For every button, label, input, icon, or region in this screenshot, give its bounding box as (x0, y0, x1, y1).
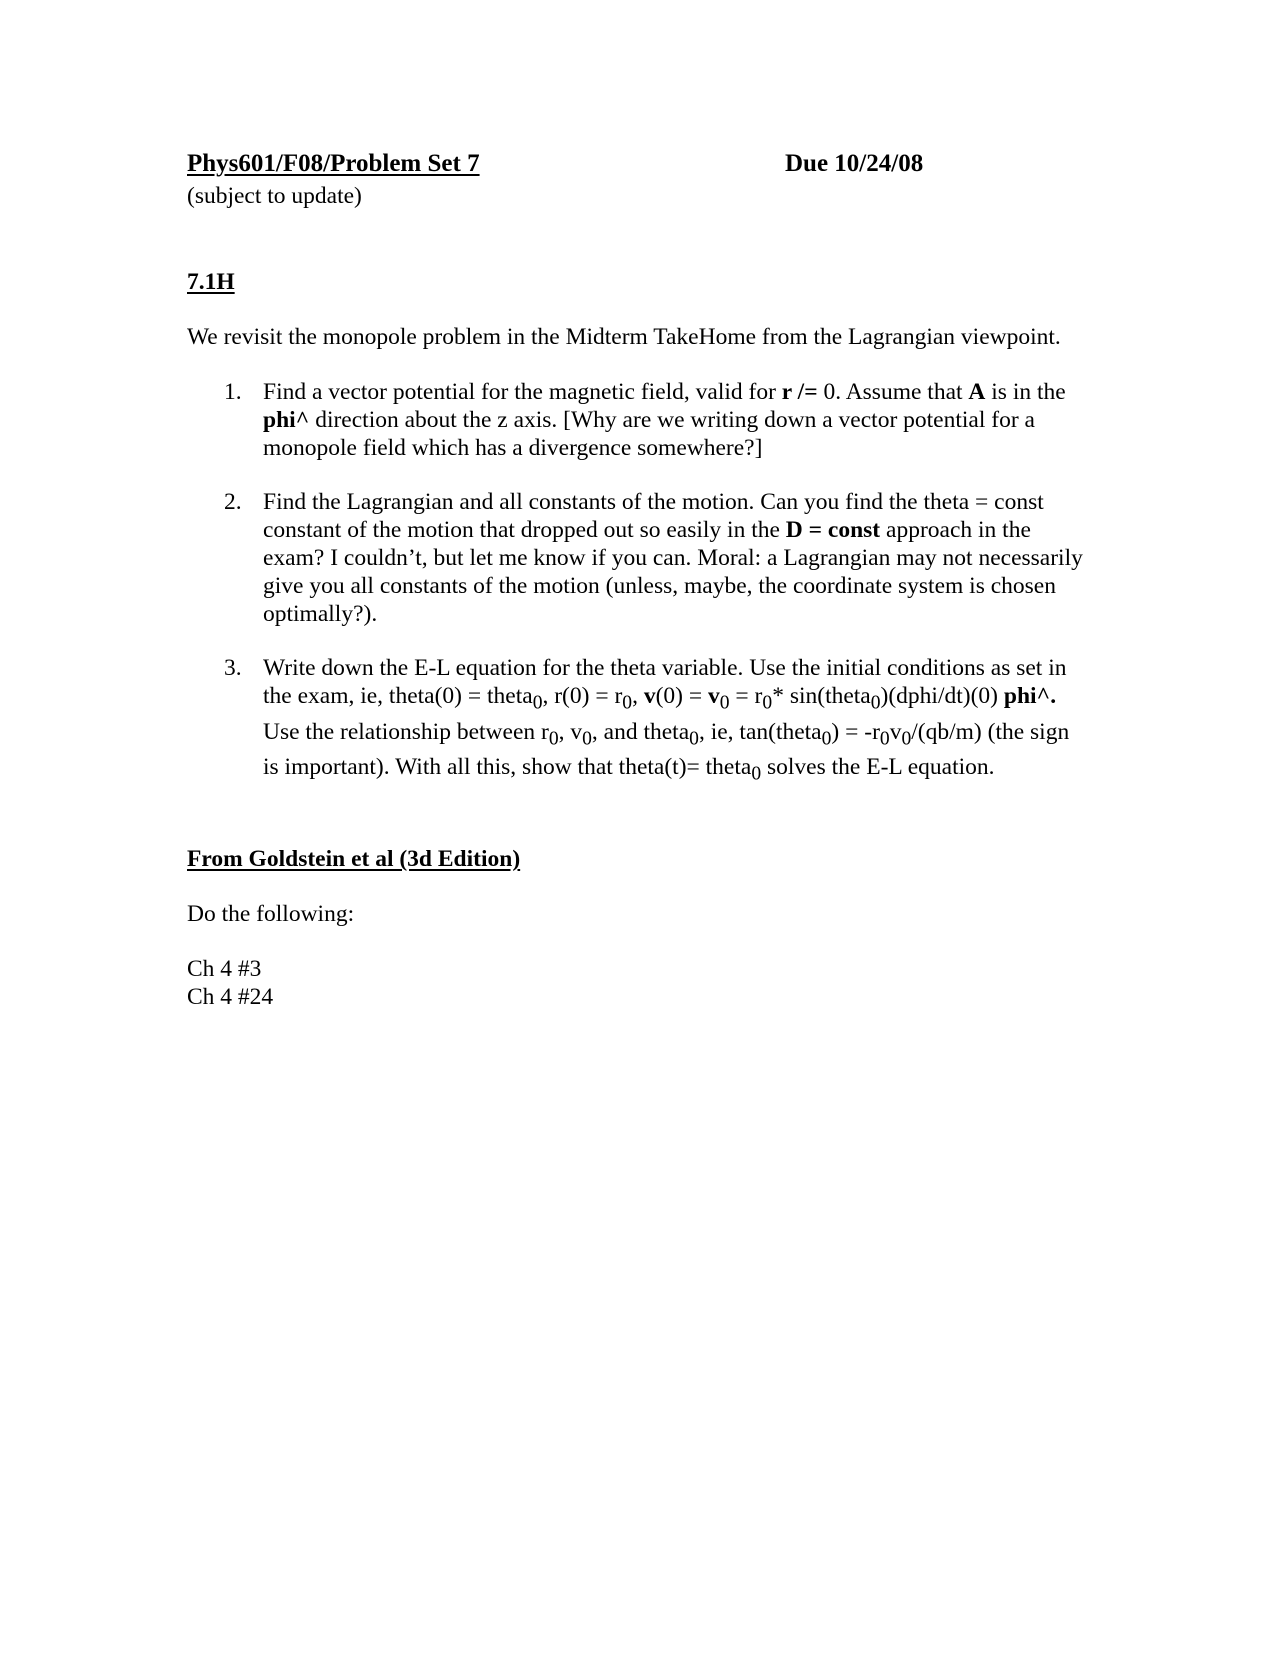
text-run: 0. Assume that (817, 379, 969, 405)
item-number: 2. (224, 489, 242, 515)
text-run: = r (729, 683, 763, 709)
subscript: 0 (870, 692, 881, 714)
text-run: * sin(theta (772, 683, 871, 709)
assigned-problems (187, 955, 1087, 1011)
text-run: Write down the E-L equation for the theta variable. Use the initial conditions as set in the exam, ie, theta(0) = theta (263, 655, 1067, 709)
text-run: , v (558, 718, 583, 745)
text-run: is in the (985, 379, 1066, 405)
bold-term: r /= (781, 379, 818, 405)
text-run: solves the E-L equation. (761, 754, 995, 781)
subscript: 0 (751, 764, 762, 786)
text-run: , and theta (591, 718, 690, 745)
section-heading-goldstein: From Goldstein et al (3d Edition) (187, 846, 521, 873)
subscript: 0 (622, 692, 633, 714)
assigned-problem: Ch 4 #3 (187, 956, 262, 983)
text-run: approach in the exam? I couldn’t, but let me know if you can. Moral: a Lagrangian may not necessarily give you all constants of the motion (unless, maybe, the coordinate system is chosen optimally?). (263, 517, 1083, 627)
bold-term: v (708, 683, 720, 709)
text-run: , r(0) = r (542, 683, 623, 709)
document-title: Phys601/F08/Problem Set 7 (187, 150, 480, 177)
bold-term: phi^ (263, 407, 310, 433)
assigned-problem: Ch 4 #24 (187, 984, 274, 1011)
bold-term: D = const (785, 517, 881, 543)
instruction-text: Do the following: (187, 901, 355, 928)
text-run: , ie, tan(theta (698, 718, 822, 745)
subscript: 0 (548, 728, 559, 750)
item-text (263, 489, 1083, 627)
problem-item-2 (187, 488, 1087, 628)
subtitle: (subject to update) (187, 183, 362, 209)
item-text (263, 655, 1070, 786)
subscript: 0 (879, 728, 890, 750)
subscript: 0 (689, 728, 699, 750)
subscript: 0 (762, 692, 773, 714)
problem-list (187, 378, 1087, 789)
bold-term: A (968, 379, 986, 405)
text-run: (0) = (655, 683, 708, 709)
due-date: Due 10/24/08 (785, 150, 924, 177)
section-heading-7-1h: 7.1H (187, 269, 235, 295)
bold-term: phi^. (1003, 683, 1057, 709)
item-number: 3. (224, 655, 242, 681)
document-page (187, 150, 1087, 1011)
subscript: 0 (719, 692, 730, 714)
text-run: /(qb/m) (the sign is important). With all this, show that theta(t)= theta (263, 718, 1070, 781)
text-run: direction about the z axis. [Why are we writing down a vector potential for a monopole field which has a divergence somewhere?] (263, 407, 1035, 461)
text-run: Find a vector potential for the magnetic field, valid for (263, 379, 782, 405)
problem-item-1 (187, 378, 1087, 462)
text-run: )(dphi/dt)(0) (880, 683, 1004, 709)
section-intro: We revisit the monopole problem in the Midterm TakeHome from the Lagrangian viewpoint. (187, 324, 1061, 350)
subscript: 0 (582, 728, 592, 750)
subscript: 0 (532, 692, 543, 714)
problem-item-3 (187, 654, 1087, 789)
text-run: Use the relationship between r (263, 718, 549, 745)
subscript: 0 (821, 728, 832, 750)
text-run: v (889, 718, 902, 745)
bold-term: v (643, 683, 656, 709)
item-number: 1. (224, 379, 242, 405)
text-run: ) = -r (831, 718, 880, 745)
header-row (187, 150, 1087, 182)
item-text (263, 379, 1066, 461)
text-run: , (632, 683, 644, 709)
subscript: 0 (901, 728, 912, 750)
text-run: Find the Lagrangian and all constants of the motion. Can you find the theta = const constant of the motion that dropped out so easily in the (263, 489, 1044, 543)
